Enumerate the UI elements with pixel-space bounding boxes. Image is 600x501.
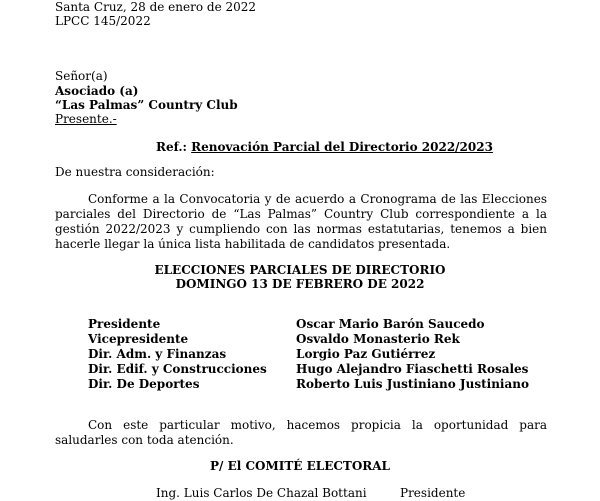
candidate-name: Lorgio Paz Gutiérrez bbox=[296, 347, 436, 361]
committee-member-name: Ing. Luis Carlos De Chazal Bottani bbox=[156, 486, 367, 500]
body-paragraph bbox=[55, 192, 547, 252]
elections-date: DOMINGO 13 DE FEBRERO DE 2022 bbox=[175, 277, 425, 291]
candidate-name: Roberto Luis Justiniano Justiniano bbox=[296, 377, 529, 391]
candidate-row bbox=[88, 377, 548, 392]
candidate-name: Hugo Alejandro Fiaschetti Rosales bbox=[296, 362, 529, 376]
closing-paragraph bbox=[55, 418, 547, 448]
reference-title: Renovación Parcial del Directorio 2022/2023 bbox=[191, 140, 493, 154]
candidate-role: Dir. Edif. y Construcciones bbox=[88, 362, 267, 376]
candidate-row bbox=[88, 362, 548, 377]
candidate-name: Oscar Mario Barón Saucedo bbox=[296, 317, 485, 331]
addressee-line-2: “Las Palmas” Country Club bbox=[55, 98, 238, 112]
candidate-role: Dir. Adm. y Finanzas bbox=[88, 347, 227, 361]
committee-member-role: Presidente bbox=[400, 486, 466, 500]
addressee-line-3: Presente.- bbox=[55, 112, 117, 126]
place-date: Santa Cruz, 28 de enero de 2022 bbox=[55, 0, 257, 14]
candidate-row bbox=[88, 317, 548, 332]
reference-line bbox=[156, 140, 493, 155]
candidate-name: Osvaldo Monasterio Rek bbox=[296, 332, 460, 346]
body-paragraph-text: Conforme a la Convocatoria y de acuerdo a Cronograma de las Elecciones parciales del Directorio de “Las Palmas” Country Club correspondiente a la gestión 2022/2023 y cumpliendo con las normas estatutarias, tenemos a bien hacerle llegar la única lista habilitada de candidatos presentada. bbox=[55, 192, 547, 251]
closing-paragraph-text: Con este particular motivo, hacemos propicia la oportunidad para saludarles con toda atención. bbox=[55, 418, 547, 447]
candidate-role: Vicepresidente bbox=[88, 332, 189, 346]
candidate-role: Presidente bbox=[88, 317, 161, 331]
candidates-list bbox=[88, 317, 548, 392]
addressee-line-1: Asociado (a) bbox=[55, 84, 139, 98]
candidate-row bbox=[88, 347, 548, 362]
addressee-greeting: Señor(a) bbox=[55, 69, 108, 83]
elections-title: ELECCIONES PARCIALES DE DIRECTORIO bbox=[154, 263, 446, 277]
committee-title: P/ El COMITÉ ELECTORAL bbox=[209, 459, 390, 473]
salutation: De nuestra consideración: bbox=[55, 165, 215, 179]
candidate-role: Dir. De Deportes bbox=[88, 377, 200, 391]
reference-code: LPCC 145/2022 bbox=[55, 14, 151, 28]
candidate-row bbox=[88, 332, 548, 347]
reference-label: Ref.: bbox=[156, 140, 187, 154]
